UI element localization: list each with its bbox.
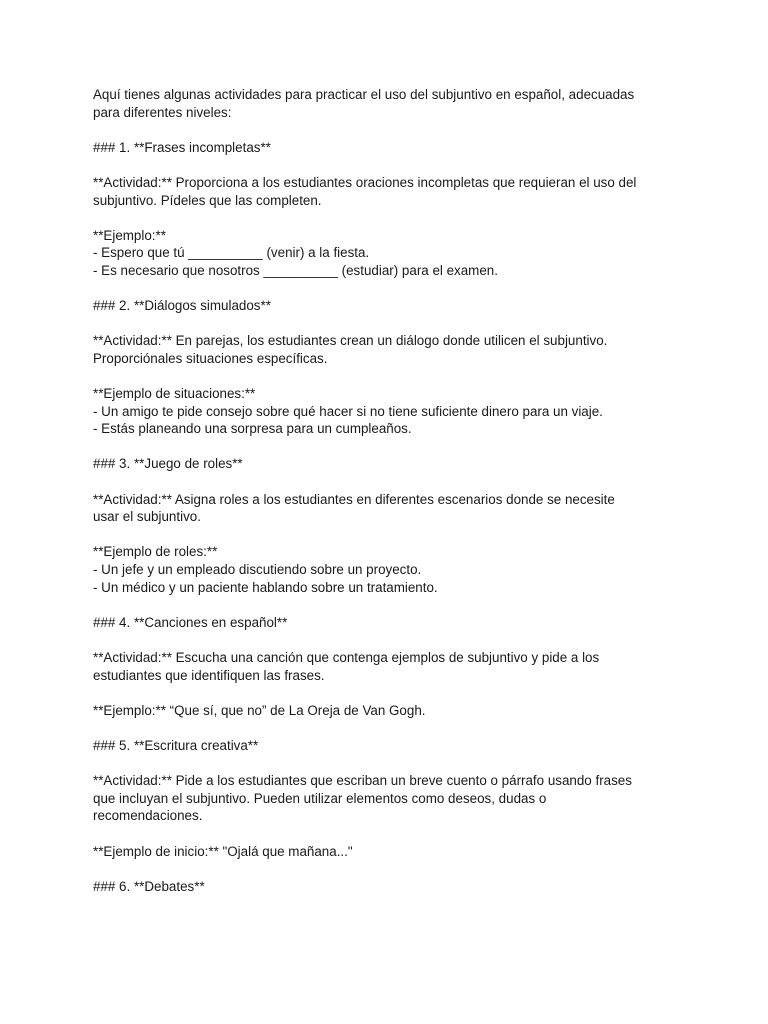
example-item: - Un amigo te pide consejo sobre qué hacer si no tiene suficiente dinero para un viaje. xyxy=(93,403,603,419)
example-block xyxy=(93,227,683,280)
activity-line: que incluyan el subjuntivo. Pueden utilizar elementos como deseos, dudas o xyxy=(93,790,547,806)
activity-line: **Actividad:** Proporciona a los estudiantes oraciones incompletas que requieran el uso del xyxy=(93,174,637,190)
activity-paragraph xyxy=(93,491,683,526)
intro-paragraph xyxy=(93,86,683,121)
example-block xyxy=(93,385,683,438)
example-label: **Ejemplo de situaciones:** xyxy=(93,386,256,402)
activity-line: **Actividad:** Pide a los estudiantes que escriban un breve cuento o párrafo usando frases xyxy=(93,773,632,789)
example-line: **Ejemplo:** “Que sí, que no” de La Oreja de Van Gogh. xyxy=(93,702,426,718)
activity-line: **Actividad:** Escucha una canción que contenga ejemplos de subjuntivo y pide a los xyxy=(93,650,600,665)
example-item: - Un médico y un paciente hablando sobre un tratamiento. xyxy=(93,579,438,595)
example-label: **Ejemplo de roles:** xyxy=(93,544,218,560)
example-item: - Es necesario que nosotros __________ (estudiar) para el examen. xyxy=(93,262,498,278)
section-heading: ### 4. **Canciones en español** xyxy=(93,614,288,630)
example-line: **Ejemplo de inicio:** "Ojalá que mañana..." xyxy=(93,843,353,859)
section-heading: ### 2. **Diálogos simulados** xyxy=(93,298,271,314)
activity-line: recomendaciones. xyxy=(93,808,203,824)
section-heading: ### 5. **Escritura creativa** xyxy=(93,737,259,753)
example-label: **Ejemplo:** xyxy=(93,227,166,243)
activity-line: estudiantes que identifiquen las frases. xyxy=(93,667,325,683)
activity-paragraph xyxy=(93,332,683,367)
activity-paragraph xyxy=(93,174,683,209)
section-heading: ### 6. **Debates** xyxy=(93,878,205,894)
document-body xyxy=(93,86,683,913)
example-block xyxy=(93,543,683,596)
activity-paragraph xyxy=(93,772,683,825)
activity-paragraph xyxy=(93,649,683,684)
example-item: - Estás planeando una sorpresa para un cumpleaños. xyxy=(93,421,412,437)
activity-line: **Actividad:** En parejas, los estudiantes crean un diálogo donde utilicen el subjuntivo. xyxy=(93,333,608,349)
example-item: - Un jefe y un empleado discutiendo sobre un proyecto. xyxy=(93,562,422,578)
activity-line: usar el subjuntivo. xyxy=(93,509,201,525)
intro-line: Aquí tienes algunas actividades para practicar el uso del subjuntivo en español, adecuadas xyxy=(93,87,635,102)
section-heading: ### 3. **Juego de roles** xyxy=(93,456,243,472)
activity-line: subjuntivo. Pídeles que las completen. xyxy=(93,192,322,208)
intro-line: para diferentes niveles: xyxy=(93,104,232,120)
activity-line: **Actividad:** Asigna roles a los estudiantes en diferentes escenarios donde se necesite xyxy=(93,491,615,507)
activity-line: Proporciónales situaciones específicas. xyxy=(93,350,328,366)
example-item: - Espero que tú __________ (venir) a la fiesta. xyxy=(93,245,370,261)
section-heading: ### 1. **Frases incompletas** xyxy=(93,139,271,155)
